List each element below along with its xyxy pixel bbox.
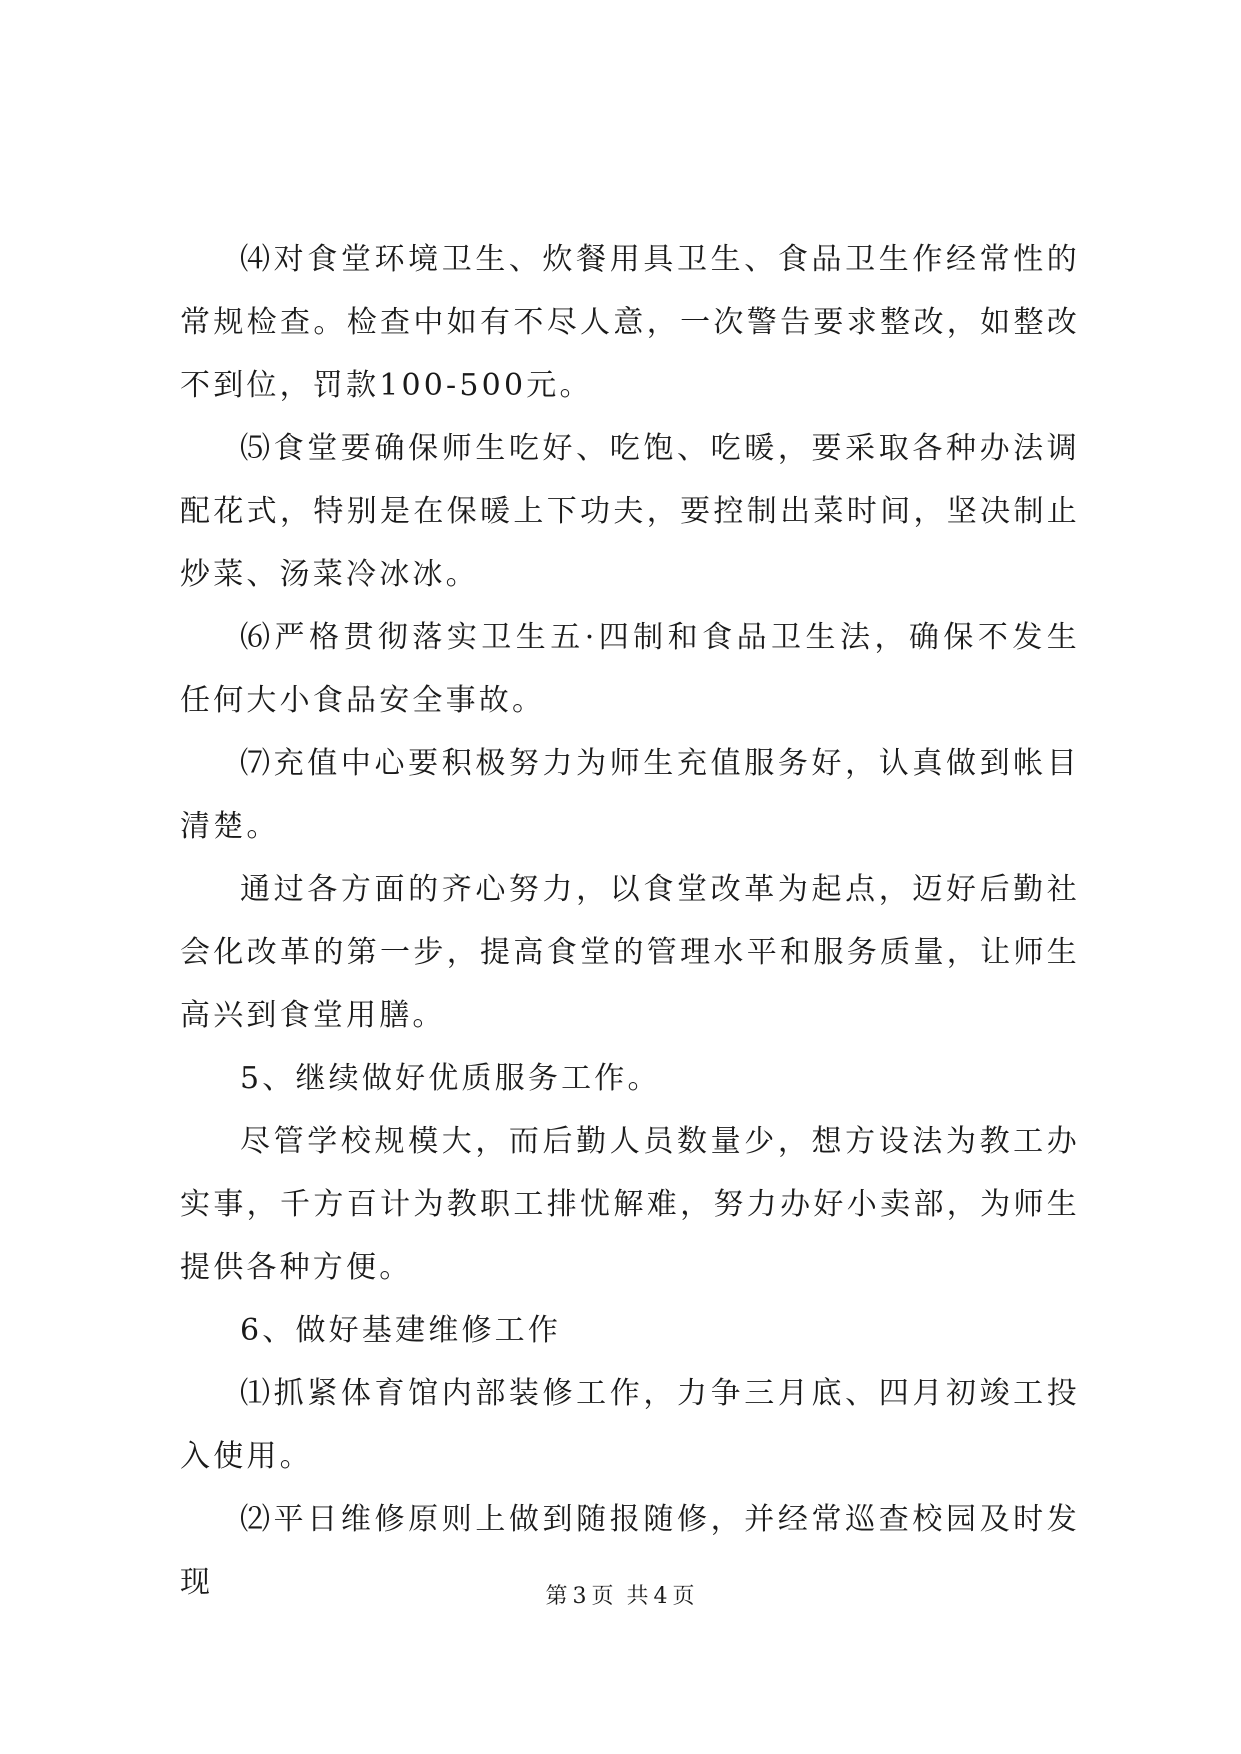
body-text [180, 228, 1080, 1614]
section-heading-6: 6、做好基建维修工作 [240, 1313, 562, 1348]
footer-current-page: 3 [572, 1584, 588, 1609]
footer-prefix: 第 [545, 1584, 569, 1609]
paragraph-service: 尽管学校规模大，而后勤人员数量少，想方设法为教工办实事，千方百计为教职工排忧解难，努力办好小卖部，为师生提供各种方便。 [180, 1124, 1080, 1285]
footer-total-prefix: 共 [626, 1584, 650, 1609]
footer-total-pages: 4 [653, 1584, 669, 1609]
paragraph-item-7: ⑺充值中心要积极努力为师生充值服务好，认真做到帐目清楚。 [180, 746, 1080, 844]
section-heading-5: 5、继续做好优质服务工作。 [240, 1061, 661, 1096]
paragraph-item-5: ⑸食堂要确保师生吃好、吃饱、吃暖，要采取各种办法调配花式，特别是在保暖上下功夫，要控制出菜时间，坚决制止炒菜、汤菜冷冰冰。 [180, 431, 1080, 592]
paragraph-summary: 通过各方面的齐心努力，以食堂改革为起点，迈好后勤社会化改革的第一步，提高食堂的管理水平和服务质量，让师生高兴到食堂用膳。 [180, 872, 1080, 1033]
paragraph-item-2: ⑵平日维修原则上做到随报随修，并经常巡查校园及时发现 [180, 1502, 1080, 1600]
paragraph-item-6: ⑹严格贯彻落实卫生五·四制和食品卫生法，确保不发生任何大小食品安全事故。 [180, 620, 1080, 718]
paragraph-item-4: ⑷对食堂环境卫生、炊餐用具卫生、食品卫生作经常性的常规检查。检查中如有不尽人意，一次警告要求整改，如整改不到位，罚款100-500元。 [180, 242, 1080, 403]
page-footer [0, 1582, 1241, 1612]
paragraph-item-1: ⑴抓紧体育馆内部装修工作，力争三月底、四月初竣工投入使用。 [180, 1376, 1080, 1474]
footer-total-suffix: 页 [672, 1584, 696, 1609]
footer-page-word: 页 [591, 1584, 615, 1609]
